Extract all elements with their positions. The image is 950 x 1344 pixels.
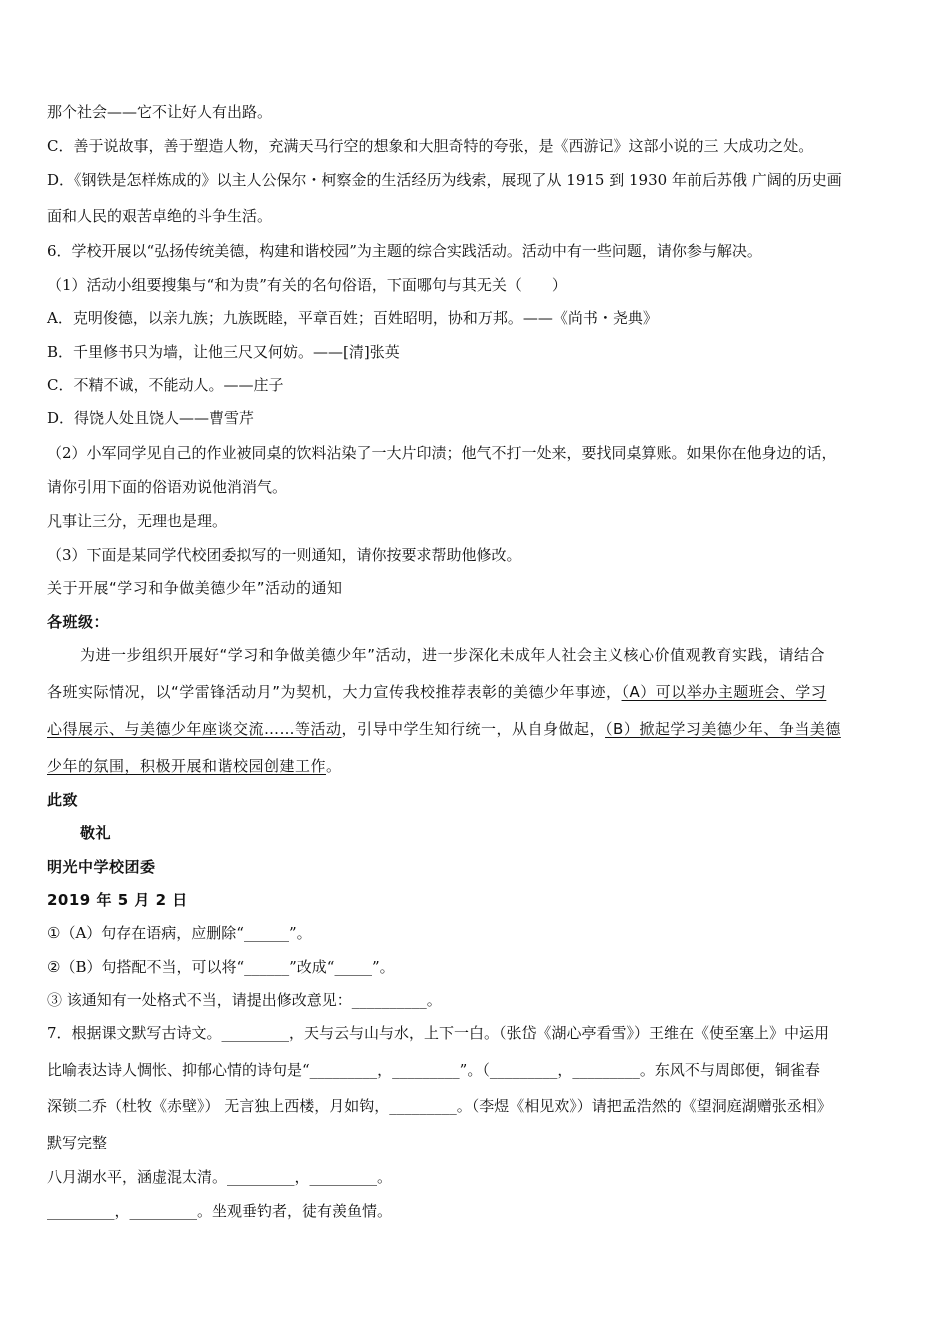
- text-line: 那个社会——它不让好人有出路。: [47, 103, 273, 121]
- sub-question-1: （1）活动小组要搜集与“和为贵”有关的名句俗语，下面哪句与其无关（ ）: [47, 276, 567, 294]
- option-d: D．得饶人处且饶人——曹雪芹: [47, 409, 255, 427]
- option-b: B．千里修书只为墙，让他三尺又何妨。——[清]张英: [47, 343, 400, 361]
- underlined-sentence-b: 少年的氛围，积极开展和谐校园创建工作: [47, 757, 327, 775]
- notice-title: 关于开展“学习和争做美德少年”活动的通知: [47, 579, 343, 597]
- notice-body: [47, 682, 826, 702]
- notice-signature: 明光中学校团委: [47, 858, 156, 876]
- notice-text: 各班实际情况，以“学雷锋活动月”为契机，大力宣传我校推荐表彰的美德少年事迹，: [47, 683, 622, 701]
- text-line: 深锁二乔（杜牧《赤壁》） 无言独上西楼，月如钩，_________。（李煜《相见欢》）请把孟浩然的《望洞庭湖赠张丞相》: [47, 1097, 832, 1115]
- text-line: 面和人民的艰苦卓绝的斗争生活。: [47, 207, 273, 225]
- option-c: C．不精不诚，不能动人。——庄子: [47, 376, 284, 394]
- sub-question-2: （2）小军同学见自己的作业被同桌的饮料沾染了一大片印渍；他气不打一处来，要找同桌算账。如果你在他身边的话，: [47, 444, 837, 462]
- text-line: 请你引用下面的俗语劝说他消消气。: [47, 478, 288, 496]
- notice-text: 。: [326, 757, 342, 775]
- notice-body: 为进一步组织开展好“学习和争做美德少年”活动，进一步深化未成年人社会主义核心价值观教育实践，请结合: [80, 646, 826, 664]
- option-a: A．克明俊德，以亲九族；九族既睦，平章百姓；百姓昭明，协和万邦。——《尚书・尧典》: [47, 309, 658, 327]
- proverb: 凡事让三分，无理也是理。: [47, 512, 228, 530]
- poem-line: 八月湖水平，涵虚混太清。_________，_________。: [47, 1168, 393, 1186]
- poem-line: _________，_________。坐观垂钓者，徒有羡鱼情。: [47, 1202, 393, 1220]
- task-1: ①（A）句存在语病，应删除“______”。: [47, 924, 312, 942]
- sub-question-3: （3）下面是某同学代校团委拟写的一则通知，请你按要求帮助他修改。: [47, 546, 522, 564]
- task-3: ③ 该通知有一处格式不当，请提出修改意见：__________。: [47, 991, 442, 1009]
- text-line: 默写完整: [47, 1134, 108, 1152]
- notice-text: ，引导中学生知行统一，从自身做起，: [341, 720, 606, 738]
- notice-body: [47, 719, 841, 739]
- notice-closing: 此致: [47, 791, 79, 809]
- text-line: 比喻表达诗人惆怅、抑郁心情的诗句是“_________，_________”。（_________，_________。东风不与周郎便，铜雀春: [47, 1061, 820, 1079]
- notice-date: 2019 年 5 月 2 日: [47, 891, 188, 909]
- underlined-sentence-b: （B）掀起学习美德少年、争当美德: [605, 720, 841, 738]
- underlined-sentence-a: 心得展示、与美德少年座谈交流……等活动: [47, 720, 342, 738]
- notice-salutation: 各班级：: [47, 613, 110, 631]
- task-2: ②（B）句搭配不当，可以将“______”改成“_____”。: [47, 958, 395, 976]
- underlined-sentence-a: （A）可以举办主题班会、学习: [621, 683, 827, 701]
- option-c: C．善于说故事，善于塑造人物，充满天马行空的想象和大胆奇特的夸张，是《西游记》这部小说的三 大成功之处。: [47, 137, 814, 155]
- option-d: D．《钢铁是怎样炼成的》以主人公保尔・柯察金的生活经历为线索，展现了从 1915 到 1930 年前后苏俄 广阔的历史画: [47, 171, 842, 189]
- notice-regards: 敬礼: [80, 824, 112, 842]
- question-6: 6．学校开展以“弘扬传统美德，构建和谐校园”为主题的综合实践活动。活动中有一些问题，请你参与解决。: [47, 242, 762, 260]
- notice-body: [47, 756, 342, 776]
- question-7: 7．根据课文默写古诗文。_________，天与云与山与水，上下一白。（张岱《湖心亭看雪》）王维在《使至塞上》中运用: [47, 1024, 830, 1042]
